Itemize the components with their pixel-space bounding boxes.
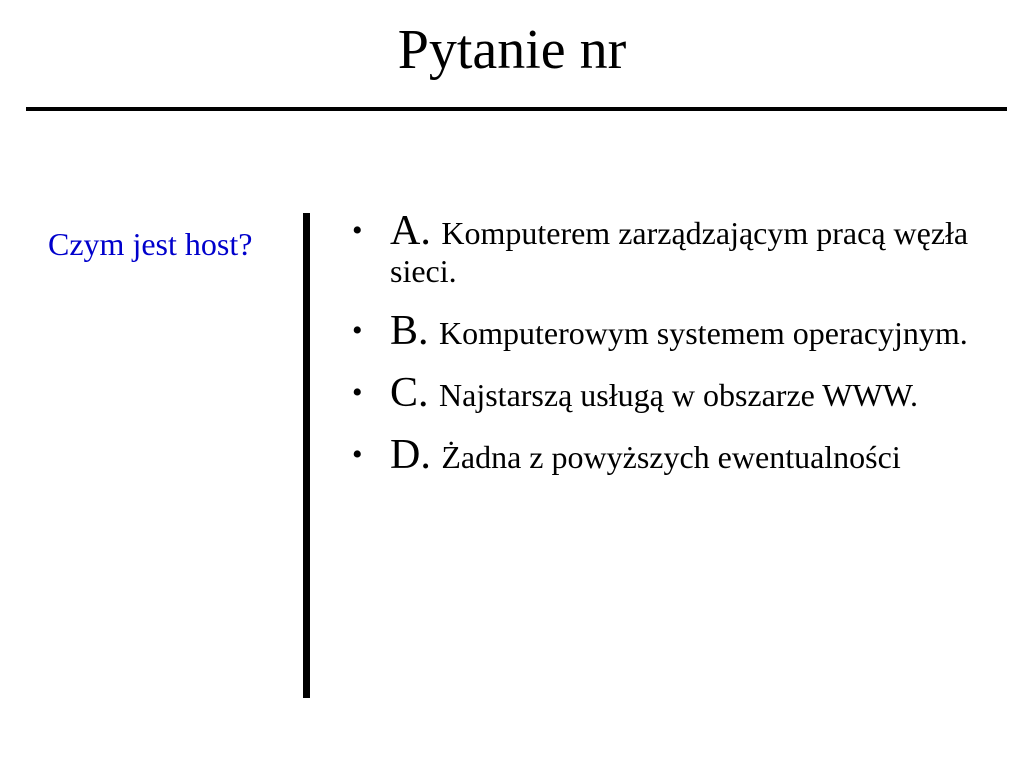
answer-letter: A. — [390, 208, 442, 254]
bullet-icon: • — [352, 314, 363, 347]
answer-letter: D. — [390, 432, 442, 478]
bullet-icon: • — [352, 438, 363, 471]
question-text: Czym jest host? — [48, 226, 253, 262]
answer-list — [352, 208, 1022, 498]
answer-a[interactable] — [352, 208, 1022, 290]
title-underline — [26, 107, 1007, 111]
answer-text: Żadna z powyższych ewentualności — [441, 439, 901, 475]
answer-text: Komputerowym systemem operacyjnym. — [439, 315, 968, 351]
bullet-icon: • — [352, 214, 363, 247]
vertical-divider — [303, 213, 310, 698]
bullet-icon: • — [352, 376, 363, 409]
slide-title: Pytanie nr — [397, 19, 627, 81]
answer-letter: C. — [390, 370, 440, 416]
answer-c[interactable] — [352, 370, 1022, 416]
answer-b[interactable] — [352, 308, 1022, 354]
answer-text: Komputerem zarządzającym pracą węzła sieci. — [390, 215, 969, 289]
answer-d[interactable] — [352, 432, 1022, 478]
answer-text: Najstarszą usługą w obszarze WWW. — [439, 377, 918, 413]
answer-letter: B. — [390, 308, 440, 354]
